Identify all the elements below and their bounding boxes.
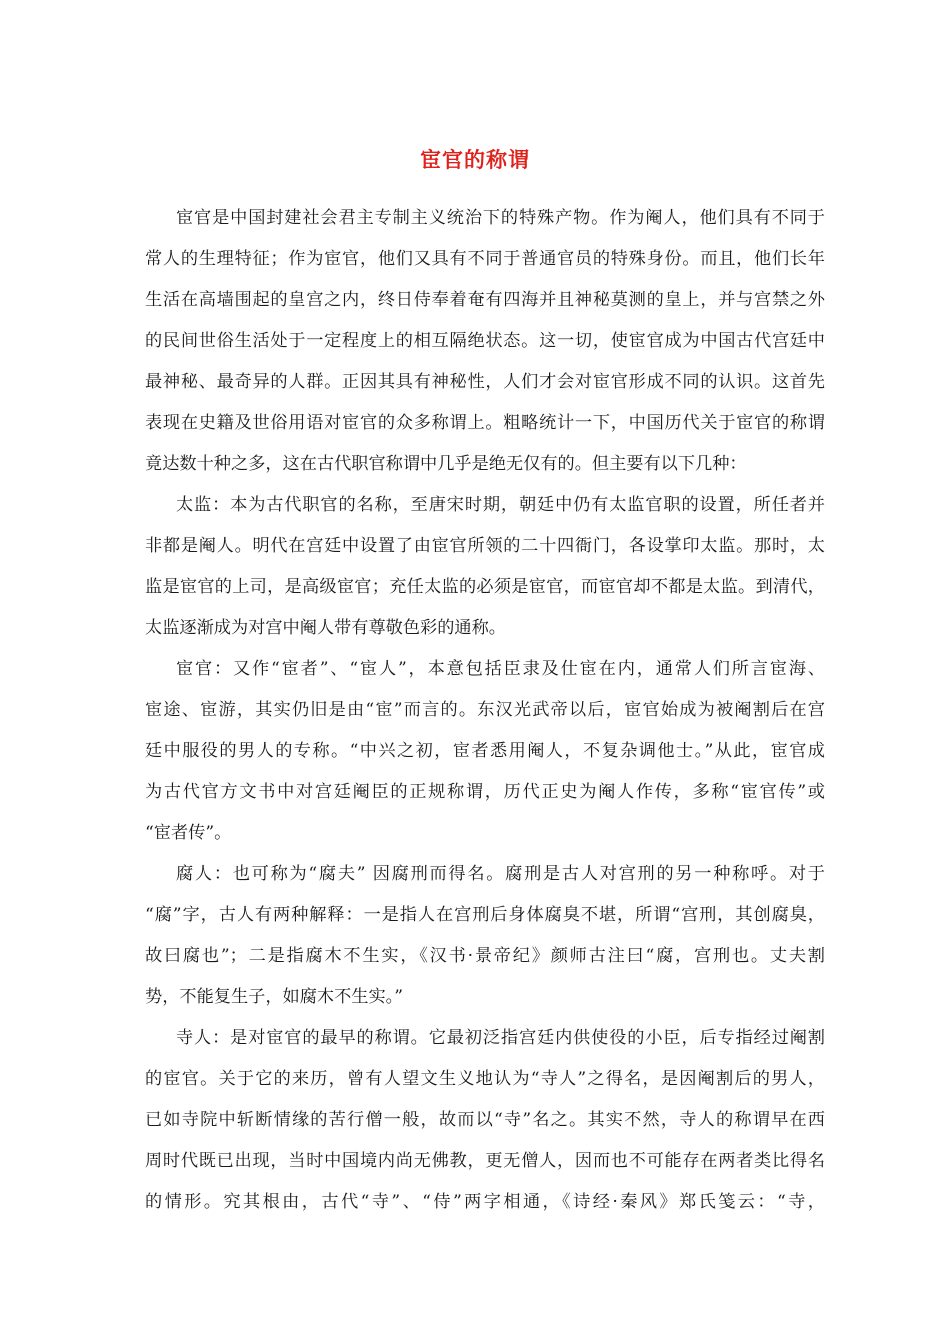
paragraph-3-line-3: 廷中服役的男人的专称。“中兴之初，宦者悉用阉人，不复杂调他士。”从此，宦官成 [145,741,825,761]
paragraph-1-line-6: 表现在史籍及世俗用语对宦官的众多称谓上。粗略统计一下，中国历代关于宦官的称谓 [145,413,825,433]
paragraph-1-line-4: 的民间世俗生活处于一定程度上的相互隔绝状态。这一切，使宦官成为中国古代宫廷中 [145,331,825,351]
paragraph-5-line-2: 的宦官。关于它的来历，曾有人望文生义地认为“寺人”之得名，是因阉割后的男人， [145,1069,825,1089]
paragraph-3-line-4: 为古代官方文书中对宫廷阉臣的正规称谓，历代正史为阉人作传，多称“宦官传”或 [145,782,825,802]
paragraph-5-line-3: 已如寺院中斩断情缘的苦行僧一般，故而以“寺”名之。其实不然，寺人的称谓早在西 [145,1110,825,1130]
document-title: 宦官的称谓 [420,148,530,172]
paragraph-1-line-3: 生活在高墙围起的皇宫之内，终日侍奉着奄有四海并且神秘莫测的皇上，并与宫禁之外 [145,290,825,310]
paragraph-2-line-3: 监是宦官的上司，是高级宦官；充任太监的必须是宦官，而宦官却不都是太监。到清代， [145,577,825,597]
paragraph-3-line-2: 宦途、宦游，其实仍旧是由“宦”而言的。东汉光武帝以后，宦官始成为被阉割后在宫 [145,700,825,720]
paragraph-5-line-4: 周时代既已出现，当时中国境内尚无佛教，更无僧人，因而也不可能存在两者类比得名 [145,1151,825,1171]
paragraph-2-line-4: 太监逐渐成为对宫中阉人带有尊敬色彩的通称。 [145,618,506,638]
paragraph-3-line-1: 宦官：又作“宦者”、“宦人”，本意包括臣隶及仕宦在内，通常人们所言宦海、 [176,659,825,679]
paragraph-4-line-4: 势，不能复生子，如腐木不生实。” [145,987,404,1007]
paragraph-4-line-3: 故曰腐也”；二是指腐木不生实，《汉书·景帝纪》颜师古注曰“腐，宫刑也。丈夫割 [145,946,825,966]
paragraph-1-line-1: 宦官是中国封建社会君主专制主义统治下的特殊产物。作为阉人，他们具有不同于 [176,208,825,228]
paragraph-1-line-5: 最神秘、最奇异的人群。正因其具有神秘性，人们才会对宦官形成不同的认识。这首先 [145,372,825,392]
paragraph-2-line-1: 太监：本为古代职官的名称，至唐宋时期，朝廷中仍有太监官职的设置，所任者并 [176,495,825,515]
paragraph-4-line-2: “腐”字，古人有两种解释：一是指人在宫刑后身体腐臭不堪，所谓“宫刑，其创腐臭， [145,905,825,925]
paragraph-1-line-7: 竟达数十种之多，这在古代职官称谓中几乎是绝无仅有的。但主要有以下几种： [145,454,747,474]
paragraph-2-line-2: 非都是阉人。明代在宫廷中设置了由宦官所领的二十四衙门，各设掌印太监。那时，太 [145,536,825,556]
paragraph-4-line-1: 腐人：也可称为“腐夫” 因腐刑而得名。腐刑是古人对宫刑的另一种称呼。对于 [176,864,825,884]
paragraph-5-line-5: 的情形。究其根由，古代“寺”、“侍”两字相通，《诗经·秦风》郑氏笺云：“寺， [145,1192,825,1212]
paragraph-3-line-5: “宦者传”。 [145,823,232,843]
paragraph-5-line-1: 寺人：是对宦官的最早的称谓。它最初泛指宫廷内供使役的小臣，后专指经过阉割 [176,1028,825,1048]
paragraph-1-line-2: 常人的生理特征；作为宦官，他们又具有不同于普通官员的特殊身份。而且，他们长年 [145,249,825,269]
